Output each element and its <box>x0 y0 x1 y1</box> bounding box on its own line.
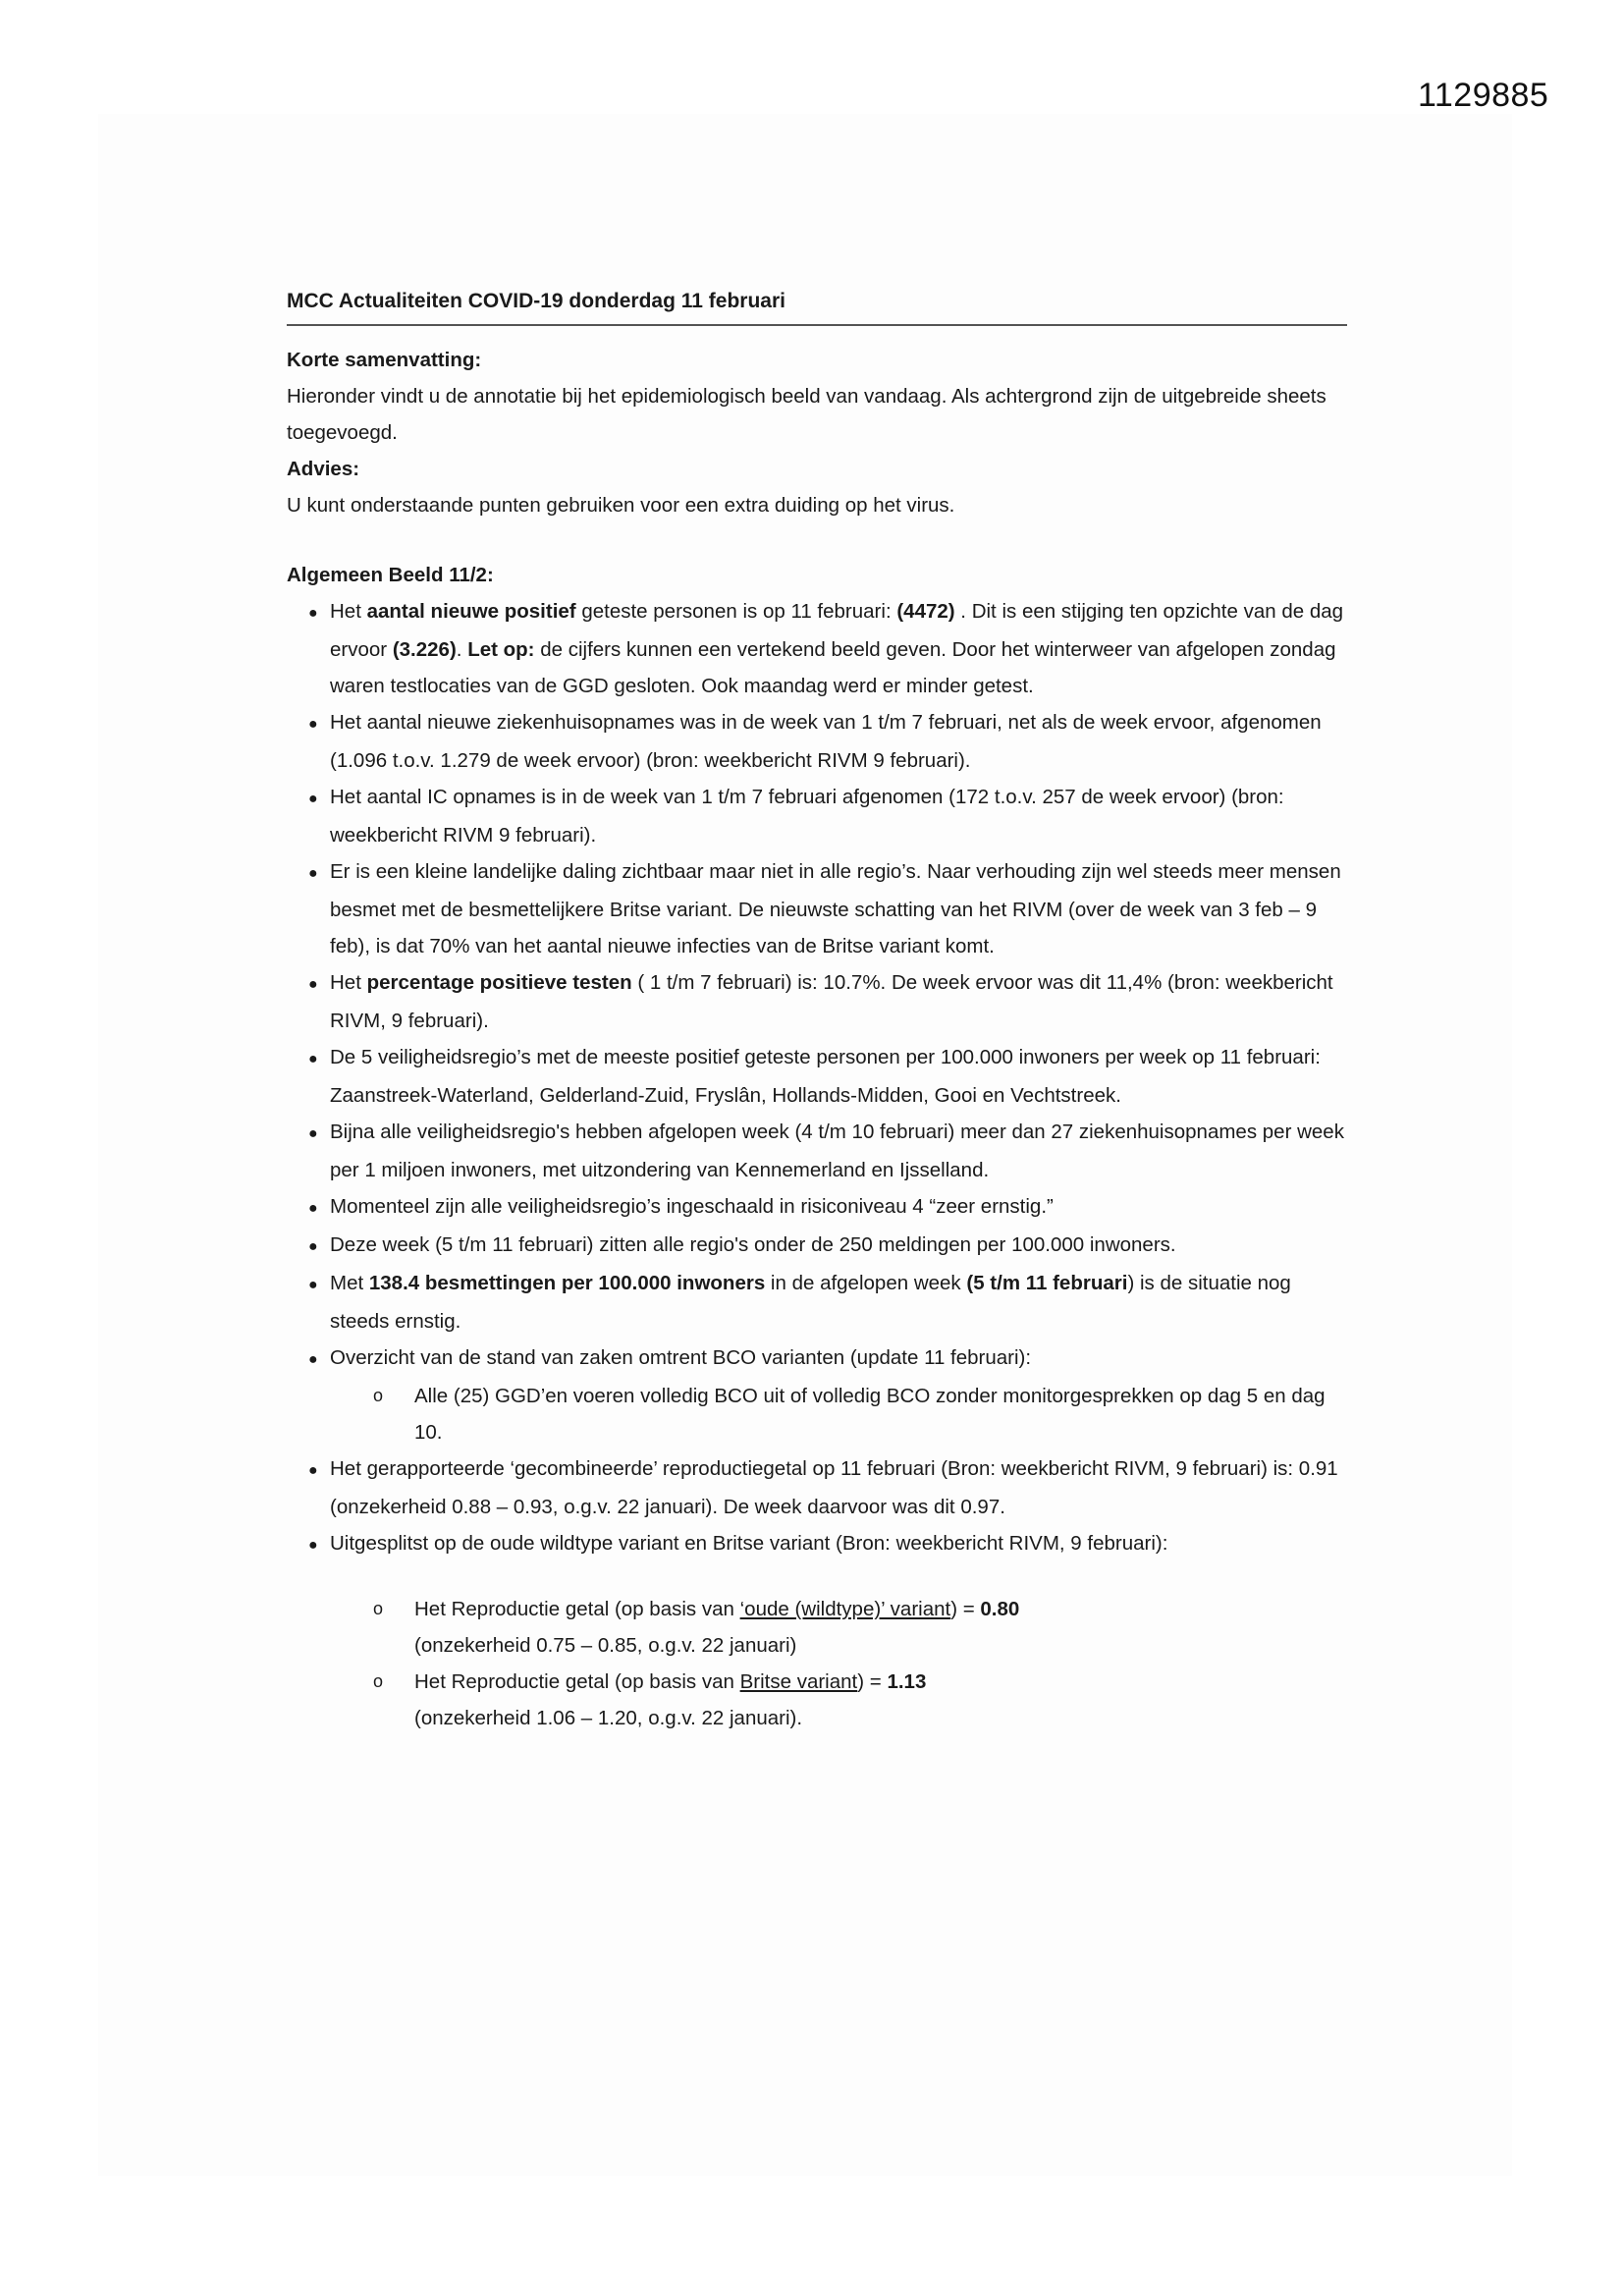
bullet-item <box>287 779 1347 853</box>
bold-text: 138.4 besmettingen per 100.000 inwoners <box>368 1272 766 1294</box>
bullet-item <box>287 1188 1347 1227</box>
bullet-dot-icon: ● <box>308 1351 318 1368</box>
bullet-item <box>287 593 1347 704</box>
document-title: MCC Actualiteiten COVID-19 donderdag 11 februari <box>287 285 1347 326</box>
bullet-dot-icon: ● <box>308 1238 318 1255</box>
bullet-item <box>287 964 1347 1039</box>
advice-heading: Advies: <box>287 458 360 480</box>
text-run: De 5 veiligheidsregio’s met de meeste positief geteste personen per 100.000 inwoners per week op 11 februari: Zaanstreek-Waterland, Gelderland-Zuid, Fryslân, Hollands-Midden, Gooi en Vechtstreek. <box>330 1046 1321 1107</box>
bullet-dot-icon: ● <box>308 1537 318 1554</box>
bullet-item <box>287 1525 1347 1563</box>
text-run: Het <box>330 600 367 623</box>
bullet-item <box>287 1265 1347 1339</box>
text-run: Uitgesplitst op de oude wildtype variant en Britse variant (Bron: weekbericht RIVM, 9 februari): <box>330 1532 1168 1555</box>
bullet-dot-icon: ● <box>308 1051 318 1067</box>
general-heading: Algemeen Beeld 11/2: <box>287 564 494 586</box>
text-run: de cijfers kunnen een vertekend beeld geven. Door het winterweer van afgelopen zondag waren testlocaties van de GGD gesloten. Ook maandag werd er minder getest. <box>330 638 1336 697</box>
text-run: Alle (25) GGD’en voeren volledig BCO uit of volledig BCO zonder monitorgesprekken op dag 5 en dag 10. <box>414 1385 1326 1444</box>
text-run: ) is de situatie nog steeds ernstig. <box>330 1272 1291 1333</box>
bullet-dot-icon: ● <box>308 791 318 807</box>
bullet-dot-icon: ● <box>308 1125 318 1142</box>
text-run: Het aantal IC opnames is in de week van 1 t/m 7 februari afgenomen (172 t.o.v. 257 de week ervoor) (bron: weekbericht RIVM 9 februari). <box>330 786 1284 847</box>
bold-text: aantal nieuwe positief <box>366 600 576 623</box>
sub-bullet-item <box>287 1378 1347 1450</box>
sub-list-container <box>287 1378 1347 1450</box>
sub-bullet-item <box>287 1664 1347 1736</box>
hollow-circle-bullet-icon: o <box>373 1386 384 1405</box>
text-run: ) = <box>950 1598 981 1620</box>
text-run: geteste personen is op 11 februari: <box>575 600 897 623</box>
bold-text: percentage positieve testen <box>366 971 632 994</box>
text-run: Het Reproductie getal (op basis van <box>414 1670 740 1693</box>
bullet-item <box>287 1450 1347 1525</box>
summary-heading: Korte samenvatting: <box>287 349 482 371</box>
bold-text: (5 t/m 11 februari <box>966 1272 1128 1294</box>
bold-text: 1.13 <box>887 1670 927 1693</box>
text-run: in de afgelopen week <box>765 1272 967 1294</box>
hollow-circle-bullet-icon: o <box>373 1671 384 1691</box>
document-body <box>287 285 1347 1736</box>
bullet-item <box>287 704 1347 779</box>
sub-bullet-item <box>287 1591 1347 1664</box>
text-run: (onzekerheid 0.75 – 0.85, o.g.v. 22 januari) <box>414 1634 797 1657</box>
bold-text: (4472) <box>896 600 955 623</box>
bullet-dot-icon: ● <box>308 865 318 882</box>
document-id: 1129885 <box>1418 77 1549 114</box>
text-run: Het <box>330 971 367 994</box>
text-run: Er is een kleine landelijke daling zichtbaar maar niet in alle regio’s. Naar verhouding zijn wel steeds meer mensen besmet met de besmettelijkere Britse variant. De nieuwste schatting van het RIVM (over de week van 3 feb – 9 feb), is dat 70% van het aantal nieuwe infecties van de Britse variant komt. <box>330 860 1341 957</box>
text-run: Momenteel zijn alle veiligheidsregio’s ingeschaald in risiconiveau 4 “zeer ernstig.” <box>330 1195 1054 1218</box>
bullet-dot-icon: ● <box>308 1200 318 1217</box>
bullet-dot-icon: ● <box>308 605 318 622</box>
bold-text: 0.80 <box>980 1598 1020 1620</box>
bold-text: (3.226) <box>392 638 457 661</box>
sub-bullet-list <box>287 1378 1347 1450</box>
sub-bullet-list <box>287 1591 1347 1736</box>
bullet-dot-icon: ● <box>308 976 318 993</box>
text-run: (onzekerheid 1.06 – 1.20, o.g.v. 22 januari). <box>414 1707 803 1729</box>
hollow-circle-bullet-icon: o <box>373 1599 384 1618</box>
text-run: Het gerapporteerde ‘gecombineerde’ reproductiegetal op 11 februari (Bron: weekbericht RIVM, 9 februari) is: 0.91 (onzekerheid 0.88 – 0.93, o.g.v. 22 januari). De week daarvoor was dit 0.97. <box>330 1457 1338 1518</box>
underlined-text: ‘oude (wildtype)’ variant <box>739 1598 951 1620</box>
bullet-item <box>287 1039 1347 1114</box>
text-run: Het aantal nieuwe ziekenhuisopnames was in de week van 1 t/m 7 februari, net als de week ervoor, afgenomen (1.096 t.o.v. 1.279 de week ervoor) (bron: weekbericht RIVM 9 februari). <box>330 711 1322 772</box>
advice-text: U kunt onderstaande punten gebruiken voor een extra duiding op het virus. <box>287 494 955 517</box>
bullet-item <box>287 1227 1347 1265</box>
summary-text: Hieronder vindt u de annotatie bij het epidemiologisch beeld van vandaag. Als achtergrond zijn de uitgebreide sheets toegevoegd. <box>287 385 1326 444</box>
text-run: ) = <box>857 1670 888 1693</box>
sub-list-container <box>287 1591 1347 1736</box>
bold-text: Let op: <box>467 638 535 661</box>
bullet-dot-icon: ● <box>308 1277 318 1293</box>
general-bullet-list <box>287 593 1347 1736</box>
text-run: Bijna alle veiligheidsregio's hebben afgelopen week (4 t/m 10 februari) meer dan 27 ziekenhuisopnames per week per 1 miljoen inwoners, met uitzondering van Kennemerland en Ijsselland. <box>330 1121 1344 1181</box>
bullet-dot-icon: ● <box>308 716 318 733</box>
text-run: . <box>456 638 468 661</box>
spacer <box>287 1563 1347 1591</box>
underlined-text: Britse variant <box>739 1670 858 1693</box>
text-run: ( 1 t/m 7 februari) is: 10.7%. De week ervoor was dit 11,4% (bron: weekbericht RIVM, 9 februari). <box>330 971 1333 1032</box>
bullet-item <box>287 1339 1347 1378</box>
text-run: Het Reproductie getal (op basis van <box>414 1598 740 1620</box>
text-run: Met <box>330 1272 369 1294</box>
bullet-item <box>287 853 1347 964</box>
bullet-dot-icon: ● <box>308 1462 318 1479</box>
text-run: Deze week (5 t/m 11 februari) zitten alle regio's onder de 250 meldingen per 100.000 inwoners. <box>330 1233 1176 1256</box>
bullet-item <box>287 1114 1347 1188</box>
text-run: . Dit is een stijging ten opzichte van de dag ervoor <box>330 600 1344 661</box>
text-run: Overzicht van de stand van zaken omtrent BCO varianten (update 11 februari): <box>330 1346 1032 1369</box>
